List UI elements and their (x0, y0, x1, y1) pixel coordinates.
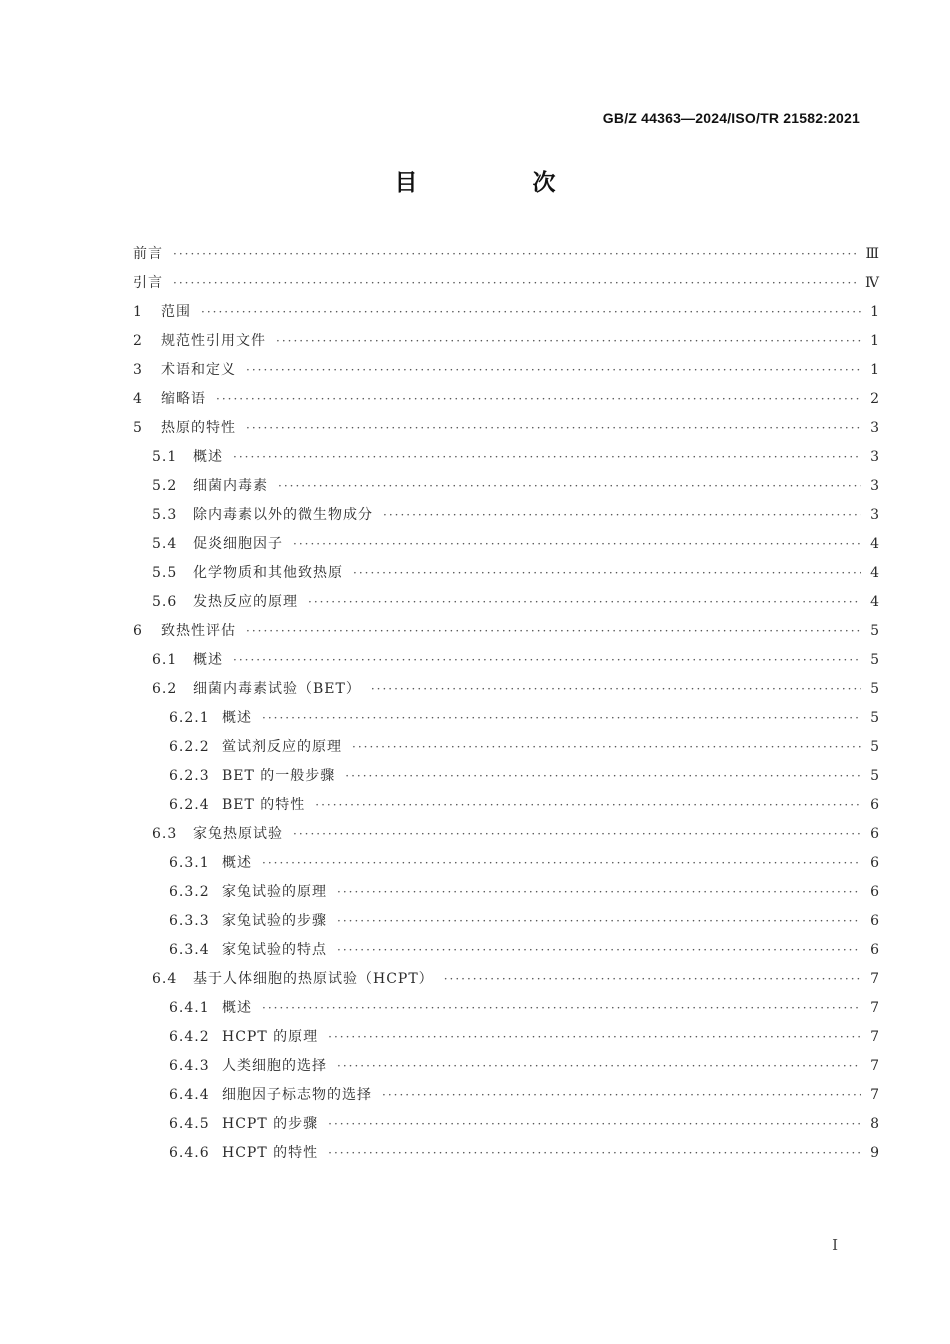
toc-entry-page: 4 (870, 594, 879, 610)
toc-entry-page: 1 (870, 362, 879, 378)
toc-entry-label: 前言 (133, 246, 163, 262)
toc-entry-label: 发热反应的原理 (193, 594, 298, 610)
dot-leader (278, 472, 861, 501)
toc-entry-label: HCPT 的原理 (222, 1029, 319, 1045)
dot-leader (246, 617, 861, 646)
toc-entry-label: BET 的特性 (222, 797, 306, 813)
toc-entry-number: 6.2.1 (169, 710, 210, 726)
dot-leader (233, 646, 861, 675)
toc-entry[interactable] (133, 414, 879, 443)
toc-entry-page: 7 (870, 1058, 879, 1074)
toc-entry-page: 3 (870, 449, 879, 465)
dot-leader (201, 298, 861, 327)
toc-entry[interactable] (133, 588, 879, 617)
toc-entry-page: 9 (870, 1145, 879, 1161)
toc-entry-number: 5 (133, 420, 143, 436)
toc-entry[interactable] (133, 704, 879, 733)
toc-entry[interactable] (133, 762, 879, 791)
toc-entry-page: 4 (870, 536, 879, 552)
toc-entry-label: 概述 (193, 652, 223, 668)
dot-leader (383, 501, 861, 530)
toc-entry[interactable] (133, 443, 879, 472)
dot-leader (262, 704, 861, 733)
toc-entry[interactable] (133, 1110, 879, 1139)
toc-entry-number: 1 (133, 304, 143, 320)
toc-entry-label: 人类细胞的选择 (222, 1058, 327, 1074)
toc-entry-page: 5 (870, 652, 879, 668)
toc-entry[interactable] (133, 1139, 879, 1168)
toc-entry[interactable] (133, 1052, 879, 1081)
toc-entry-label: 除内毒素以外的微生物成分 (193, 507, 373, 523)
toc-entry-number: 6 (133, 623, 143, 639)
toc-entry-number: 6.2.3 (169, 768, 210, 784)
toc-entry-label: 鲎试剂反应的原理 (222, 739, 342, 755)
toc-entry-number: 6.4.4 (169, 1087, 210, 1103)
toc-entry[interactable] (133, 269, 879, 298)
dot-leader (246, 414, 861, 443)
dot-leader (328, 1023, 861, 1052)
toc-entry-label: BET 的一般步骤 (222, 768, 336, 784)
toc-entry-number: 5.2 (152, 478, 178, 494)
toc-entry[interactable] (133, 501, 879, 530)
toc-entry-page: Ⅲ (865, 246, 879, 262)
toc-entry-label: 家兔试验的步骤 (222, 913, 327, 929)
toc-entry-number: 6.3.4 (169, 942, 210, 958)
toc-entry-number: 6.4.6 (169, 1145, 210, 1161)
toc-entry-number: 6.2 (152, 681, 178, 697)
toc-entry-number: 5.5 (152, 565, 178, 581)
toc-entry-number: 6.4.1 (169, 1000, 210, 1016)
toc-entry[interactable] (133, 675, 879, 704)
toc-entry[interactable] (133, 530, 879, 559)
toc-entry[interactable] (133, 298, 879, 327)
toc-entry[interactable] (133, 385, 879, 414)
toc-entry-label: 术语和定义 (161, 362, 236, 378)
dot-leader (173, 269, 857, 298)
toc-entry-page: 3 (870, 507, 879, 523)
toc-entry-label: 概述 (222, 710, 252, 726)
dot-leader (337, 1052, 861, 1081)
toc-entry-page: 3 (870, 420, 879, 436)
standard-number: GB/Z 44363—2024/ISO/TR 21582:2021 (602, 110, 860, 126)
dot-leader (337, 907, 861, 936)
toc-entry-page: 6 (870, 884, 879, 900)
toc-entry-label: 热原的特性 (161, 420, 236, 436)
dot-leader (444, 965, 861, 994)
toc-entry-page: 7 (870, 1029, 879, 1045)
toc-entry-label: 引言 (133, 275, 163, 291)
toc-entry-page: 5 (870, 681, 879, 697)
dot-leader (315, 791, 861, 820)
toc-entry[interactable] (133, 1023, 879, 1052)
dot-leader (371, 675, 861, 704)
toc-entry-page: 8 (870, 1116, 879, 1132)
page-title: 目 次 (394, 170, 602, 196)
toc-entry-label: 细菌内毒素试验（BET） (193, 681, 361, 697)
toc-entry-page: 6 (870, 797, 879, 813)
toc-entry[interactable] (133, 617, 879, 646)
dot-leader (173, 240, 857, 269)
toc-entry-page: 6 (870, 942, 879, 958)
dot-leader (293, 820, 861, 849)
toc-entry-page: 3 (870, 478, 879, 494)
dot-leader (293, 530, 861, 559)
toc-entry-number: 6.2.2 (169, 739, 210, 755)
dot-leader (382, 1081, 861, 1110)
toc-entry[interactable] (133, 472, 879, 501)
toc-entry[interactable] (133, 791, 879, 820)
toc-entry-label: 基于人体细胞的热原试验（HCPT） (193, 971, 434, 987)
toc-entry[interactable] (133, 646, 879, 675)
toc-entry[interactable] (133, 820, 879, 849)
toc-entry-number: 6.4 (152, 971, 178, 987)
toc-entry-page: 1 (870, 304, 879, 320)
toc-entry-number: 6.2.4 (169, 797, 210, 813)
toc-entry[interactable] (133, 240, 879, 269)
toc-entry-label: 家兔热原试验 (193, 826, 283, 842)
toc-entry-page: 1 (870, 333, 879, 349)
dot-leader (233, 443, 861, 472)
toc-entry-label: 概述 (222, 1000, 252, 1016)
toc-entry-label: HCPT 的特性 (222, 1145, 319, 1161)
toc-entry-number: 6.3.3 (169, 913, 210, 929)
toc-entry-number: 6.3.2 (169, 884, 210, 900)
toc-entry-label: HCPT 的步骤 (222, 1116, 319, 1132)
toc-entry-label: 家兔试验的特点 (222, 942, 327, 958)
toc-entry-number: 4 (133, 391, 143, 407)
toc-entry[interactable] (133, 994, 879, 1023)
toc-entry[interactable] (133, 907, 879, 936)
toc-entry-page: 7 (870, 1000, 879, 1016)
toc-entry-number: 6.4.5 (169, 1116, 210, 1132)
toc-entry-page: 5 (870, 710, 879, 726)
dot-leader (345, 762, 861, 791)
toc-entry-label: 范围 (161, 304, 191, 320)
toc-entry-label: 促炎细胞因子 (193, 536, 283, 552)
toc-entry-label: 家兔试验的原理 (222, 884, 327, 900)
dot-leader (246, 356, 861, 385)
toc-entry-number: 5.1 (152, 449, 178, 465)
toc-entry-number: 6.4.3 (169, 1058, 210, 1074)
table-of-contents (133, 240, 879, 1168)
dot-leader (328, 1139, 861, 1168)
toc-entry-number: 6.1 (152, 652, 178, 668)
toc-entry-label: 化学物质和其他致热原 (193, 565, 343, 581)
toc-entry-label: 缩略语 (161, 391, 206, 407)
toc-entry[interactable] (133, 965, 879, 994)
toc-entry-page: Ⅳ (865, 275, 879, 291)
toc-entry-number: 6.3.1 (169, 855, 210, 871)
toc-entry-page: 5 (870, 623, 879, 639)
toc-entry-number: 6.4.2 (169, 1029, 210, 1045)
toc-entry[interactable] (133, 1081, 879, 1110)
toc-entry-page: 6 (870, 826, 879, 842)
toc-entry-label: 细菌内毒素 (193, 478, 268, 494)
toc-entry-page: 5 (870, 768, 879, 784)
toc-entry[interactable] (133, 733, 879, 762)
dot-leader (262, 849, 861, 878)
dot-leader (216, 385, 861, 414)
toc-entry-label: 概述 (222, 855, 252, 871)
toc-entry-number: 5.4 (152, 536, 178, 552)
dot-leader (262, 994, 861, 1023)
toc-entry-label: 致热性评估 (161, 623, 236, 639)
toc-entry[interactable] (133, 878, 879, 907)
dot-leader (308, 588, 861, 617)
toc-entry-label: 规范性引用文件 (161, 333, 266, 349)
toc-entry[interactable] (133, 327, 879, 356)
toc-entry[interactable] (133, 356, 879, 385)
toc-entry-page: 7 (870, 971, 879, 987)
toc-entry-page: 4 (870, 565, 879, 581)
toc-entry-number: 3 (133, 362, 143, 378)
toc-entry[interactable] (133, 559, 879, 588)
toc-entry-number: 6.3 (152, 826, 178, 842)
toc-entry-label: 概述 (193, 449, 223, 465)
toc-entry-page: 7 (870, 1087, 879, 1103)
dot-leader (352, 733, 861, 762)
dot-leader (276, 327, 861, 356)
toc-entry[interactable] (133, 849, 879, 878)
dot-leader (353, 559, 861, 588)
toc-entry[interactable] (133, 936, 879, 965)
toc-entry-page: 5 (870, 739, 879, 755)
toc-entry-page: 6 (870, 855, 879, 871)
page-number: I (832, 1236, 838, 1254)
dot-leader (328, 1110, 861, 1139)
toc-entry-label: 细胞因子标志物的选择 (222, 1087, 372, 1103)
toc-entry-number: 5.6 (152, 594, 178, 610)
toc-entry-number: 2 (133, 333, 143, 349)
toc-entry-number: 5.3 (152, 507, 178, 523)
toc-entry-page: 6 (870, 913, 879, 929)
toc-entry-page: 2 (870, 391, 879, 407)
dot-leader (337, 936, 861, 965)
dot-leader (337, 878, 861, 907)
